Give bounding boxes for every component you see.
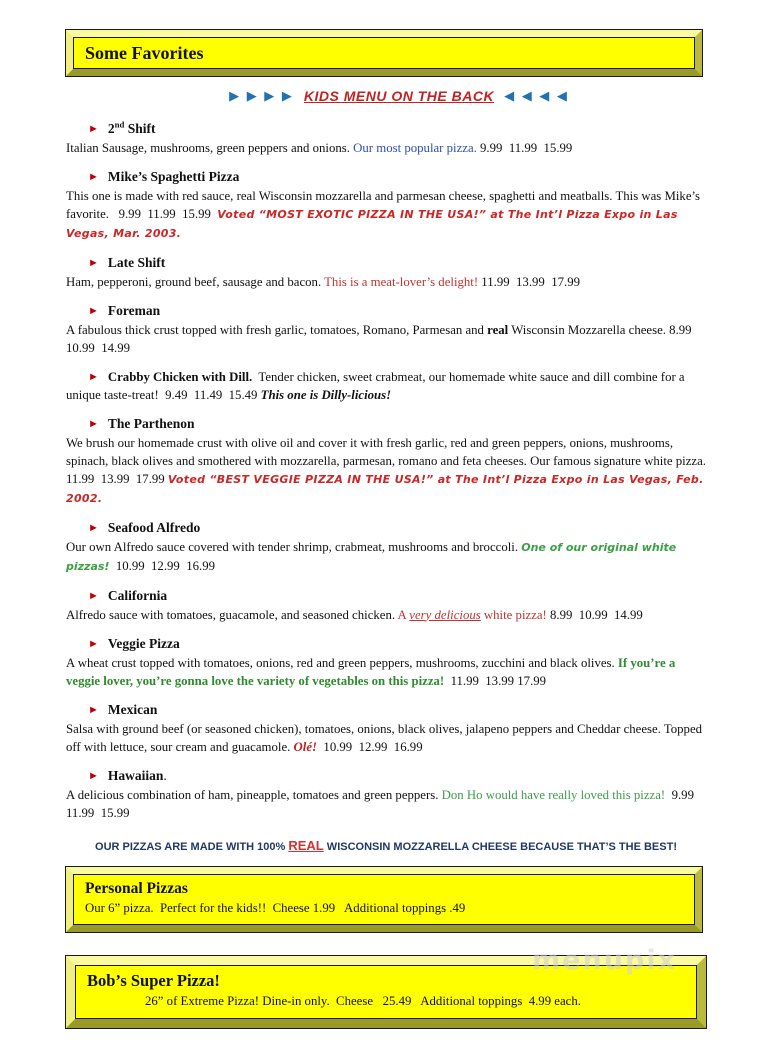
item-name [108, 255, 165, 270]
personal-pizzas-title: Personal Pizzas [85, 879, 188, 897]
menu-item [66, 115, 711, 157]
text-segment: 11.99 13.99 17.99 [444, 673, 547, 688]
item-arrow-icon: ► [88, 122, 99, 135]
text-segment: Alfredo sauce with tomatoes, guacamole, and seasoned chicken. [66, 607, 398, 622]
item-arrow-icon: ► [88, 256, 99, 269]
text-segment: This is a meat-lover’s delight! [324, 274, 479, 289]
text-segment: This one is Dilly-licious! [260, 387, 392, 402]
bobs-super-pizza-title: Bob’s Super Pizza! [87, 970, 220, 990]
menu-item [66, 519, 711, 576]
menu-item [66, 415, 711, 508]
item-name [108, 768, 167, 783]
text-segment: Salsa with ground beef (or seasoned chicken), tomatoes, onions, black olives, jalapeno peppers and Cheddar cheese. Topped off with lettuce, sour cream and guacamole. [66, 721, 706, 754]
item-name [108, 416, 195, 431]
text-segment: 10.99 12.99 16.99 [109, 558, 216, 573]
text-segment: 8.99 10.99 14.99 [546, 607, 643, 622]
text-segment: WISCONSIN MOZZARELLA CHEESE BECAUSE THAT’S THE BEST! [323, 840, 677, 853]
kids-menu-banner [66, 88, 732, 104]
menu-item [66, 168, 711, 243]
cheese-note [66, 838, 706, 853]
text-segment: Italian Sausage, mushrooms, green peppers and onions. [66, 140, 354, 155]
text-segment: Our most popular pizza. [353, 140, 477, 155]
text-segment: 2 [107, 120, 115, 136]
menu-item [66, 767, 711, 822]
personal-pizzas-description: Our 6” pizza. Perfect for the kids!! Cheese 1.99 Additional toppings .49 [85, 900, 466, 915]
item-name [108, 303, 160, 318]
text-segment: If you’re a veggie lover, you’re gonna love the variety of vegetables on this pizza! [66, 655, 679, 688]
text-segment: Foreman [107, 302, 161, 318]
text-segment: A delicious combination of ham, pineapple, tomatoes and green peppers. [66, 787, 442, 802]
text-segment: Our own Alfredo sauce covered with tender shrimp, crabmeat, mushrooms and broccoli. [66, 539, 522, 554]
text-segment: A wheat crust topped with tomatoes, onions, red and green peppers, mushrooms, zucchini and black olives. [66, 655, 618, 670]
right-arrows-icon: ▶ ▶ ▶ ▶ [229, 88, 294, 103]
item-description [66, 786, 711, 822]
text-segment: REAL [288, 837, 324, 853]
text-segment: 9.99 11.99 15.99 [476, 140, 573, 155]
item-description [66, 273, 711, 291]
item-heading-row [66, 254, 711, 272]
text-segment: California [107, 587, 168, 603]
item-arrow-icon: ► [88, 521, 99, 534]
item-arrow-icon: ► [88, 170, 99, 183]
text-segment: We brush our homemade crust with olive oil and cover it with fresh garlic, red and green peppers, onions, mushrooms, spinach, black olives and smothered with mozzarella, parmesan, romano and feta cheeses. Our famous signature white pizza. 11.99 13.99 17.99 [66, 435, 710, 486]
bobs-super-pizza-description: 26” of Extreme Pizza! Dine-in only. Cheese 25.49 Additional toppings 4.99 each. [145, 993, 581, 1008]
item-heading-row [66, 302, 711, 320]
item-arrow-icon: ► [88, 769, 99, 782]
text-segment: Mexican [107, 701, 158, 717]
item-name [108, 169, 239, 184]
text-segment: Crabby Chicken with Dill. [107, 369, 253, 384]
item-arrow-icon: ► [88, 304, 99, 317]
text-segment: nd [114, 119, 125, 129]
item-heading-row [66, 701, 711, 719]
item-name [108, 370, 252, 384]
item-name [108, 520, 200, 535]
text-segment: Olé! [293, 739, 318, 754]
item-heading-row [66, 587, 711, 605]
text-segment: A [397, 607, 410, 622]
text-segment: 10.99 12.99 16.99 [317, 739, 423, 754]
item-description [66, 720, 711, 756]
item-description [66, 654, 711, 690]
item-name [108, 588, 167, 603]
item-heading-row [66, 115, 711, 138]
text-segment: Voted “MOST EXOTIC PIZZA IN THE USA!” at The Int’l Pizza Expo in Las Vegas, Mar. 2003. [66, 207, 682, 240]
text-segment: Hawaiian [107, 767, 164, 783]
item-description [66, 321, 711, 357]
item-description [66, 139, 711, 157]
item-heading-row [66, 168, 711, 186]
item-description [66, 606, 711, 624]
text-segment: Don Ho would have really loved this pizza! [441, 787, 666, 802]
menupix-watermark: menupix [532, 944, 677, 976]
text-segment: Late Shift [107, 254, 166, 270]
menu-item [66, 635, 711, 690]
item-heading-row [66, 519, 711, 537]
item-name [108, 636, 180, 651]
text-segment: . [163, 767, 167, 783]
item-arrow-icon: ► [88, 370, 99, 383]
menu-item [66, 701, 711, 756]
text-segment: Voted “BEST VEGGIE PIZZA IN THE USA!” at The Int’l Pizza Expo in Las Vegas, Feb. 2002. [66, 472, 708, 505]
text-segment: This one is made with red sauce, real Wisconsin mozzarella and parmesan cheese, spaghetti and meatballs. This was Mike’s favorite. 9.99 11.99 15.99 [66, 188, 704, 221]
kids-menu-label: KIDS MENU ON THE BACK [303, 88, 495, 104]
item-description [66, 434, 711, 508]
menu-item-list [66, 115, 711, 822]
item-description [66, 368, 711, 404]
item-description [66, 538, 711, 576]
text-segment: Tender chicken, sweet crabmeat, our homemade white sauce and dill combine for a unique taste-treat! 9.49 11.49 15.49 [66, 369, 688, 402]
text-segment: Veggie Pizza [107, 635, 180, 651]
text-segment: Ham, pepperoni, ground beef, sausage and bacon. [66, 274, 325, 289]
menu-item [66, 302, 711, 357]
text-segment: Wisconsin Mozzarella cheese. 8.99 10.99 14.99 [66, 322, 698, 355]
item-name [108, 121, 156, 136]
text-segment: Shift [124, 120, 156, 136]
text-segment: The Parthenon [107, 415, 195, 431]
item-description [66, 187, 711, 243]
text-segment: Mike’s Spaghetti Pizza [107, 168, 240, 184]
item-arrow-icon: ► [88, 703, 99, 716]
item-arrow-icon: ► [88, 417, 99, 430]
item-arrow-icon: ► [88, 637, 99, 650]
bobs-super-pizza-section [66, 944, 732, 1028]
text-segment: 9.99 11.99 15.99 [66, 787, 701, 820]
item-arrow-icon: ► [88, 589, 99, 602]
left-arrows-icon: ◀ ◀ ◀ ◀ [504, 88, 569, 103]
some-favorites-title: Some Favorites [85, 43, 204, 63]
text-segment: white pizza! [480, 607, 547, 622]
text-segment: One of our original white pizzas! [66, 540, 681, 573]
menu-item [66, 368, 711, 404]
text-segment: A fabulous thick crust topped with fresh garlic, tomatoes, Romano, Parmesan and [66, 322, 488, 337]
item-name [108, 702, 158, 717]
text-segment: OUR PIZZAS ARE MADE WITH 100% [95, 840, 289, 853]
text-segment: very delicious [409, 607, 481, 622]
some-favorites-banner [66, 30, 702, 76]
menu-item [66, 254, 711, 291]
item-heading-row [66, 415, 711, 433]
item-heading-row [66, 767, 711, 785]
item-heading-row [66, 635, 711, 653]
menu-item [66, 587, 711, 624]
text-segment: Seafood Alfredo [107, 519, 201, 535]
text-segment: real [487, 322, 509, 337]
text-segment: 11.99 13.99 17.99 [478, 274, 581, 289]
personal-pizzas-box [66, 867, 702, 932]
